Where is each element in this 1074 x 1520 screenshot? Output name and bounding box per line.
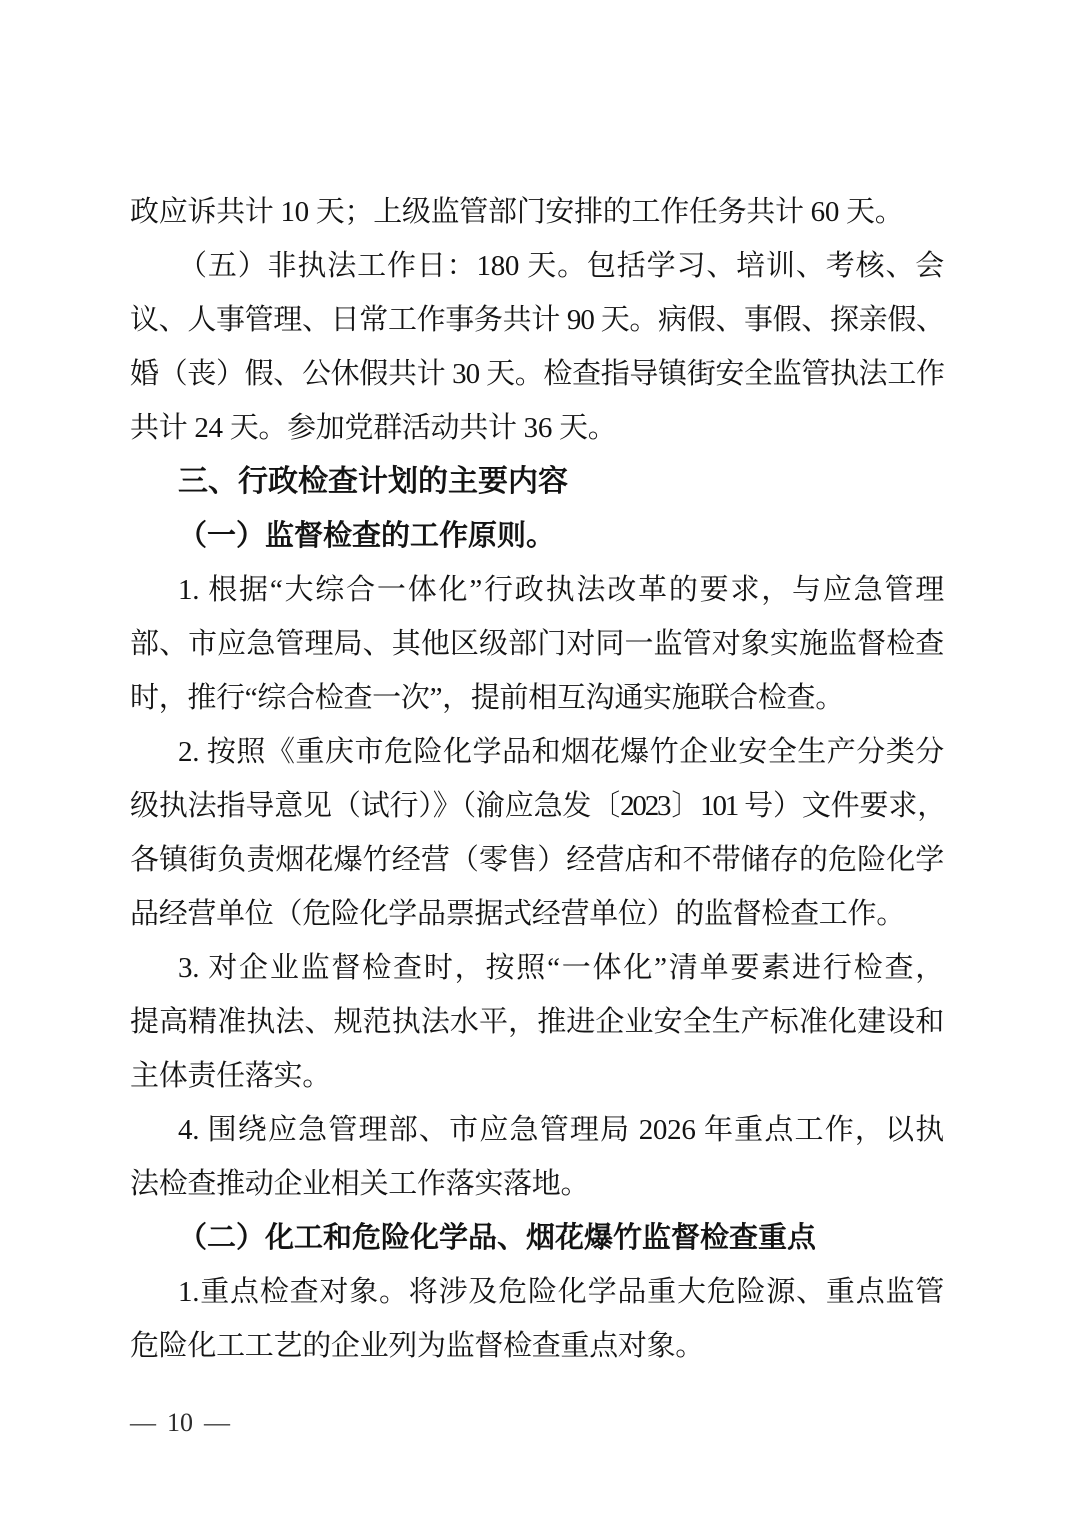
footer-dash-right-icon: — — [204, 1408, 230, 1437]
paragraph-line: 级执法指导意见（试行）》（渝应急发〔2023〕101 号）文件要求， — [130, 790, 944, 822]
paragraph-line: 2. 按照《重庆市危险化学品和烟花爆竹企业安全生产分类分 — [178, 736, 944, 768]
page-number: 10 — [167, 1408, 193, 1437]
paragraph-line: 议、人事管理、日常工作事务共计 90 天。病假、事假、探亲假、 — [130, 304, 944, 336]
paragraph-line: 婚（丧）假、公休假共计 30 天。检查指导镇街安全监管执法工作 — [130, 358, 944, 390]
paragraph-line: 1. 根据“大综合一体化”行政执法改革的要求，与应急管理 — [178, 574, 944, 606]
paragraph-line: 共计 24 天。参加党群活动共计 36 天。 — [130, 412, 617, 444]
paragraph-line: 法检查推动企业相关工作落实落地。 — [130, 1168, 590, 1200]
page-footer — [130, 1408, 230, 1438]
paragraph-line: 提高精准执法、规范执法水平，推进企业安全生产标准化建设和 — [130, 1006, 944, 1038]
heading-subsection-1: （一）监督检查的工作原则。 — [178, 520, 556, 552]
heading-section-3: 三、行政检查计划的主要内容 — [178, 465, 568, 498]
paragraph-line: 品经营单位（危险化学品票据式经营单位）的监督检查工作。 — [130, 898, 905, 930]
paragraph-line: 1.重点检查对象。将涉及危险化学品重大危险源、重点监管 — [178, 1276, 944, 1308]
footer-dash-left-icon: — — [130, 1408, 156, 1437]
paragraph-line: 4. 围绕应急管理部、市应急管理局 2026 年重点工作，以执 — [178, 1114, 944, 1146]
paragraph-line: 时，推行“综合检查一次”，提前相互沟通实施联合检查。 — [130, 682, 844, 714]
paragraph-line: 部、市应急管理局、其他区级部门对同一监管对象实施监督检查 — [130, 628, 944, 660]
paragraph-line: 主体责任落实。 — [130, 1060, 331, 1092]
paragraph-line: 危险化工工艺的企业列为监督检查重点对象。 — [130, 1330, 705, 1362]
paragraph-line: （五）非执法工作日：180 天。包括学习、培训、考核、会 — [178, 250, 944, 282]
paragraph-line: 3. 对企业监督检查时，按照“一体化”清单要素进行检查， — [178, 952, 944, 984]
heading-subsection-2: （二）化工和危险化学品、烟花爆竹监督检查重点 — [178, 1222, 817, 1254]
paragraph-line: 各镇街负责烟花爆竹经营（零售）经营店和不带储存的危险化学 — [130, 844, 944, 876]
document-body — [130, 185, 944, 1373]
paragraph-continuation-line: 政应诉共计 10 天；上级监管部门安排的工作任务共计 60 天。 — [130, 196, 904, 228]
